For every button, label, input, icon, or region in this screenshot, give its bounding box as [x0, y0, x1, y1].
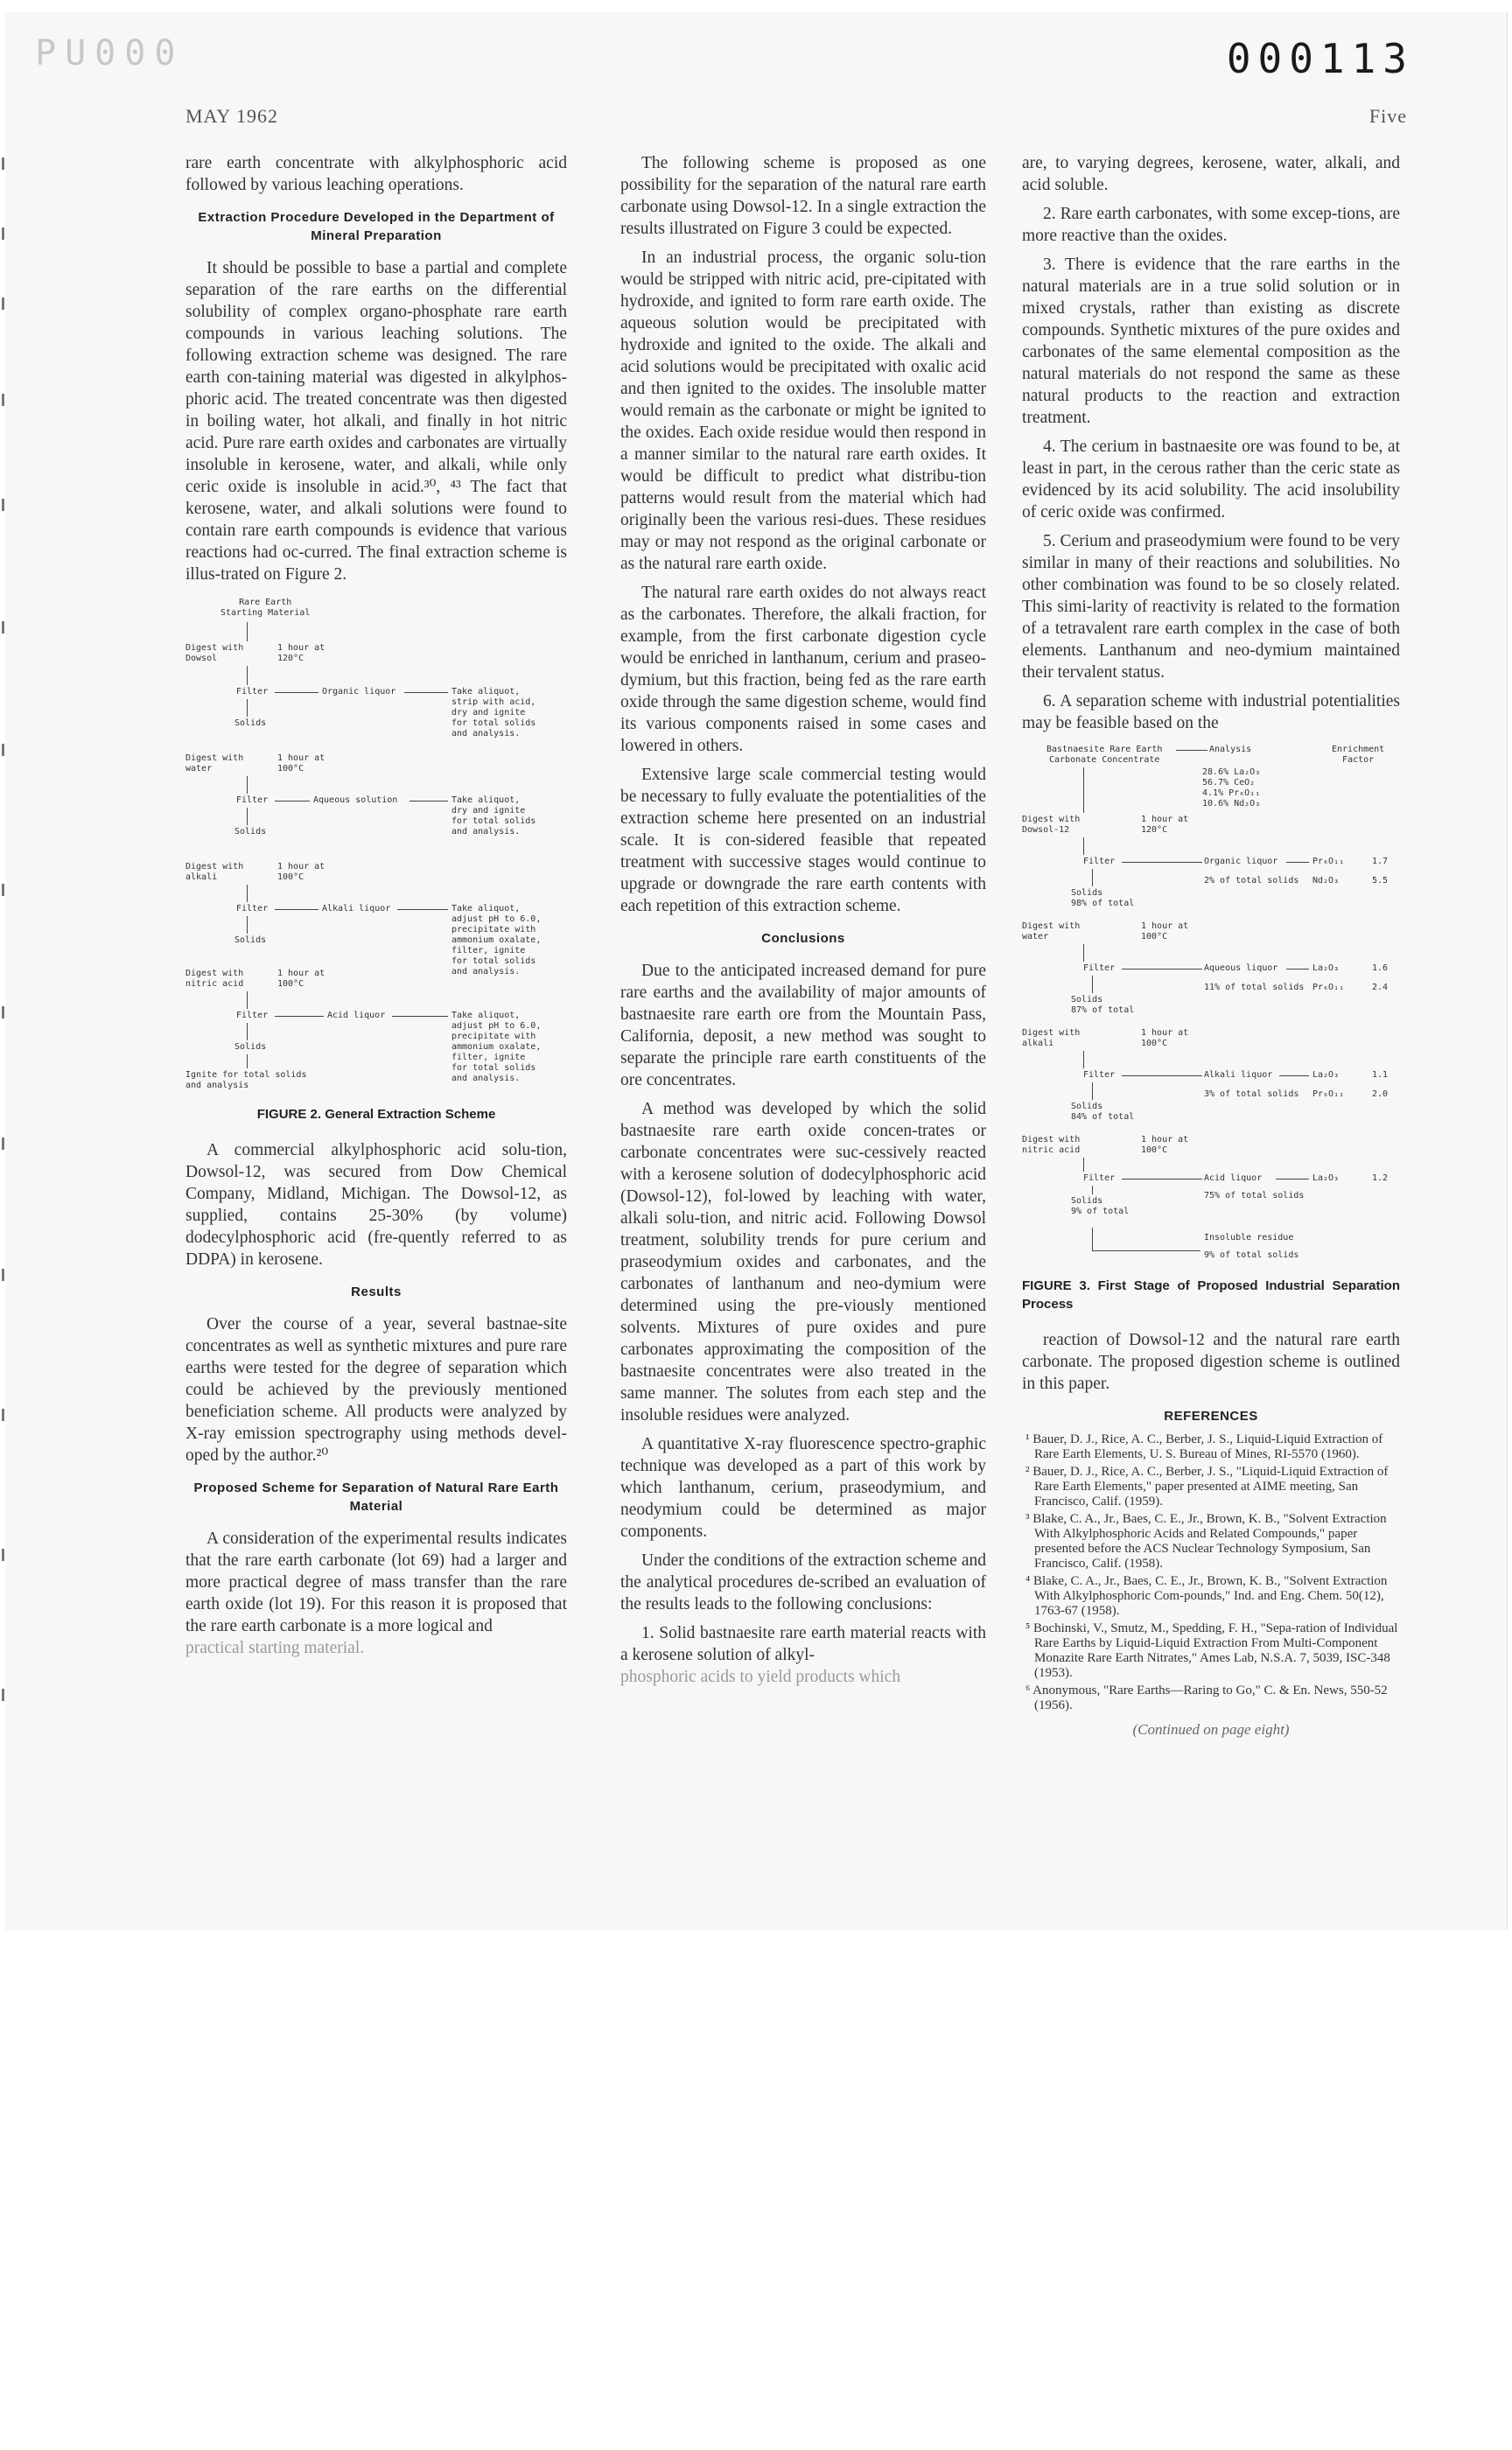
- fig-filter-label: Filter: [1083, 857, 1116, 866]
- fig-enrich-element: La₂O₃: [1312, 1173, 1340, 1183]
- fig-aliquot-text: Take aliquot, dry and ignite for total solids and analysis.: [452, 795, 536, 836]
- connector: [275, 692, 318, 693]
- figure-3-flowchart: [1022, 741, 1400, 1231]
- fig-enrich-element: La₂O₃: [1312, 963, 1340, 973]
- fig-liquor-label: Acid liquor: [1204, 1173, 1263, 1183]
- paragraph: 2. Rare earth carbonates, with some excep-tions, are more reactive than the oxides.: [1022, 205, 1400, 245]
- connector: [275, 801, 310, 802]
- fig-start-label: Bastnaesite Rare Earth Carbonate Concentrate: [1046, 745, 1163, 765]
- section-heading: Extraction Procedure Developed in the Department of Mineral Preparation: [198, 210, 555, 243]
- connector: [1176, 750, 1208, 751]
- fig-total-solids: 3% of total solids: [1204, 1089, 1299, 1099]
- fig-solids-label: Solids 9% of total: [1071, 1196, 1130, 1216]
- connector: [275, 909, 318, 910]
- paragraph: Over the course of a year, several bastnae-site concentrates as well as synthetic mixtures and pure rare earths were tested for the degree of separation which could be achieved by the previously mentioned beneficiation scheme. All products were analyzed by X-ray emission spectrography using methods devel-oped by the author.²⁰: [186, 1315, 567, 1465]
- connector: [247, 991, 248, 1009]
- paragraph: A quantitative X-ray fluorescence spectro-graphic technique was developed as a part of this work by which lanthanum, cerium, praseodymium, and neodymium could be determined as major components.: [620, 1435, 986, 1541]
- paragraph: The following scheme is proposed as one possibility for the separation of the natural rare earth carbonate using Dowsol-12. In a single extraction the results illustrated on Figure 3 could be expected.: [620, 154, 986, 238]
- fig-enrich-element: Pr₆O₁₁: [1312, 857, 1345, 866]
- connector: [1092, 976, 1093, 993]
- connector: [275, 1016, 324, 1017]
- connector: [247, 885, 248, 902]
- fig-liquor-label: Acid liquor: [327, 1011, 386, 1020]
- fig-enrich-value: 5.5: [1372, 876, 1389, 886]
- paragraph: 1. Solid bastnaesite rare earth material reacts with a kerosene solution of alkyl-: [620, 1624, 986, 1664]
- connector: [1122, 969, 1202, 970]
- paragraph: The natural rare earth oxides do not always react as the carbonates. Therefore, the alkali fraction, for example, from the first carbonate digestion cycle would be enriched in lanthanum, cerium and praseo-dymium, but this fraction, being fed as the rare earth oxide through the same digestion scheme, would find its various components raised in some cases and lowered in others.: [620, 584, 986, 755]
- fig-step-label: Digest with water: [1022, 921, 1081, 942]
- paragraph: Under the conditions of the extraction scheme and the analytical procedures de-scribed an evaluation of the results leads to the following conclusions:: [620, 1551, 986, 1614]
- fig-liquor-label: Alkali liquor: [322, 904, 391, 914]
- section-heading: Results: [351, 1284, 402, 1299]
- fig-enrich-value: 1.1: [1372, 1070, 1389, 1080]
- connector: [1083, 1158, 1084, 1172]
- section-heading: Conclusions: [761, 931, 845, 946]
- fig-solids-label: Solids 84% of total: [1071, 1102, 1135, 1122]
- connector: [1083, 837, 1084, 855]
- document-number: 000113: [1226, 35, 1414, 82]
- fig-step-time: 1 hour at 100°C: [1141, 1135, 1189, 1155]
- reference-item: ¹ Bauer, D. J., Rice, A. C., Berber, J. S., Liquid-Liquid Extraction of Rare Earth Elements, U. S. Bureau of Mines, RI-5570 (1960).: [1026, 1432, 1383, 1461]
- figure-2-flowchart: [186, 598, 567, 1096]
- fig-filter-label: Filter: [236, 795, 269, 805]
- paragraph: 3. There is evidence that the rare earths in the natural materials are in a true solid solution or in mixed crystals, rather than existing as discrete compounds. Synthetic mixtures of the pure oxides and carbonates of the same elemental composition as the natural materials do not respond the same as these natural products to the reaction and extraction treatment.: [1022, 256, 1400, 427]
- fig-solids-label: Solids 87% of total: [1071, 995, 1135, 1015]
- fig-step-time: 1 hour at 100°C: [277, 969, 326, 989]
- fig-liquor-label: Aqueous solution: [313, 795, 398, 805]
- connector: [410, 801, 448, 802]
- connector: [392, 1016, 448, 1017]
- fig-step-time: 1 hour at 100°C: [1141, 1028, 1189, 1048]
- connector: [1083, 1051, 1084, 1068]
- connector: [1122, 862, 1202, 863]
- fig-step-label: Digest with nitric acid: [186, 969, 244, 989]
- references-list: [1022, 1432, 1400, 1713]
- column-3: [1022, 152, 1400, 1740]
- fig-end-label: Ignite for total solids and analysis: [186, 1070, 307, 1090]
- paragraph: A method was developed by which the solid bastnaesite rare earth oxide concen-trates or carbonate concentrates were suc-cessively reacted with a kerosene solution of dodecylphosphoric acid (Dowsol-12), fol-lowed by leaching with water, alkali solu-tion, and nitric acid. Following Dowsol treatment, solubility trends for pure cerium and praseodymium oxides and carbonates, and the carbonates of lanthanum and neo-dymium were determined using the pre-viously mentioned solvents. Mixtures of pure oxides and pure carbonates approximating the composition of the bastnaesite concentrates were also treated in the same manner. The solutes from each step and the insoluble residues were analyzed.: [620, 1100, 986, 1424]
- connector: [1279, 1075, 1309, 1076]
- paragraph: 6. A separation scheme with industrial potentialities may be feasible based on the: [1022, 692, 1400, 732]
- connector: [247, 776, 248, 794]
- column-1: [186, 152, 567, 1666]
- fig-filter-label: Filter: [236, 904, 269, 914]
- connector: [1092, 1228, 1093, 1250]
- fig-total-solids: 9% of total solids: [1204, 1250, 1299, 1260]
- connector: [1122, 1075, 1202, 1076]
- fig-enrich-value: 1.2: [1372, 1173, 1389, 1183]
- header-page-number: Five: [1368, 105, 1407, 127]
- paragraph: reaction of Dowsol-12 and the natural rare earth carbonate. The proposed digestion scheme is outlined in this paper.: [1022, 1331, 1400, 1393]
- connector: [247, 1023, 248, 1040]
- fig-enrich-element: Pr₆O₁₁: [1312, 1089, 1345, 1099]
- fig-composition: 28.6% La₂O₃ 56.7% CeO₂ 4.1% Pr₆O₁₁ 10.6% Nd₂O₃: [1202, 767, 1261, 808]
- fig-total-solids: 75% of total solids: [1204, 1191, 1305, 1200]
- fig-step-time: 1 hour at 100°C: [277, 862, 326, 882]
- fig-step-time: 1 hour at 100°C: [1141, 921, 1189, 942]
- paragraph: A consideration of the experimental results indicates that the rare earth carbonate (lot 69) had a larger and more practical degree of mass transfer than the rare earth oxide (lot 19). For this reason it is proposed that the rare earth carbonate is a more logical and: [186, 1530, 567, 1635]
- paragraph: In an industrial process, the organic solu-tion would be stripped with nitric acid, pre-cipitated with hydroxide, and ignited to form rare earth oxide. The aqueous solution would be precipitated with hydroxide and ignited to the oxide. The alkali and acid solutions would be precipitated with oxalic acid and then ignited to the oxides. The insoluble matter would remain as the carbonate or might be ignited to the oxides. Each oxide residue would then respond in a manner similar to the natural rare earth oxides. It would be difficult to predict what distribu-tion patterns would result from the material which had originally been the various resi-dues. These residues may or may not respond as the original carbonate or as the natural rare earth oxide.: [620, 248, 986, 573]
- paragraph: Due to the anticipated increased demand for pure rare earths and the availability of major amounts of bastnaesite rare earth ore from the Mountain Pass, California, deposit, a new method was sought to separate the principle rare earth constituents of the ore concentrates.: [620, 962, 986, 1089]
- connector: [247, 808, 248, 825]
- fig-solids-label: Solids 98% of total: [1071, 888, 1135, 908]
- fig-start-label: Rare Earth Starting Material: [220, 598, 311, 618]
- fig-step-label: Digest with Dowsol: [186, 643, 244, 663]
- fig-enrich-value: 2.0: [1372, 1089, 1389, 1099]
- fig-step-label: Digest with Dowsol-12: [1022, 815, 1081, 835]
- connector: [397, 909, 448, 910]
- fig-liquor-label: Organic liquor: [322, 687, 396, 696]
- reference-item: ² Bauer, D. J., Rice, A. C., Berber, J. S., "Liquid-Liquid Extraction of Rare Earth Elements," paper presented at AIME meeting, San Francisco, Calif. (1959).: [1026, 1465, 1389, 1508]
- connector: [1092, 1082, 1093, 1100]
- binding-marks: [0, 131, 12, 1794]
- fig-step-label: Digest with alkali: [1022, 1028, 1081, 1048]
- fig-liquor-label: Organic liquor: [1204, 857, 1278, 866]
- connector: [1122, 1179, 1202, 1180]
- faint-stamp: PU000: [35, 33, 185, 74]
- connector: [404, 692, 448, 693]
- fig-enrich-element: Pr₆O₁₁: [1312, 983, 1345, 992]
- reference-item: ⁶ Anonymous, "Rare Earths—Raring to Go," C. & En. News, 550-52 (1956).: [1026, 1684, 1388, 1712]
- paragraph: 4. The cerium in bastnaesite ore was found to be, at least in part, in the cerous rather than the ceric state as evidenced by its acid solubility. The acid insolubility of ceric oxide was confirmed.: [1022, 438, 1400, 522]
- connector: [247, 622, 248, 641]
- fig-liquor-label: Aqueous liquor: [1204, 963, 1278, 973]
- fig-enrich-value: 1.6: [1372, 963, 1389, 973]
- figure-2-caption: FIGURE 2. General Extraction Scheme: [256, 1107, 496, 1122]
- blank-area: [0, 1930, 1512, 2450]
- fig-step-label: Digest with water: [186, 753, 244, 774]
- paragraph-faint-line: phosphoric acids to yield products which: [620, 1668, 901, 1686]
- fig-aliquot-text: Take aliquot, strip with acid, dry and ignite for total solids and analysis.: [452, 687, 536, 738]
- fig-solids-label: Solids: [234, 827, 267, 836]
- header-date: MAY 1962: [186, 105, 279, 127]
- column-2: [620, 152, 986, 1695]
- connector: [247, 699, 248, 717]
- figure-3-residue: [1022, 1228, 1400, 1264]
- fig-step-time: 1 hour at 120°C: [1141, 815, 1189, 835]
- fig-filter-label: Filter: [236, 1011, 269, 1020]
- fig-enrich-value: 2.4: [1372, 983, 1389, 992]
- fig-enrich-element: Nd₂O₃: [1312, 876, 1340, 886]
- connector: [1092, 869, 1093, 886]
- paragraph-faint-line: practical starting material.: [186, 1639, 365, 1657]
- connector: [247, 916, 248, 934]
- connector: [247, 666, 248, 685]
- paragraph: Extensive large scale commercial testing would be necessary to fully evaluate the potentialities of the extraction scheme here presented on an industrial scale. It is con-sidered feasible that repeated treatment with successive stages would continue to upgrade or downgrade the rare earth contents with each repetition of this extraction scheme.: [620, 766, 986, 915]
- fig-enrich-value: 1.7: [1372, 857, 1389, 866]
- figure-3-caption: FIGURE 3. First Stage of Proposed Industrial Separation Process: [1022, 1278, 1400, 1312]
- connector: [1092, 1186, 1093, 1194]
- fig-filter-label: Filter: [1083, 1173, 1116, 1183]
- connector: [1092, 1250, 1200, 1251]
- fig-solids-label: Solids: [234, 718, 267, 728]
- reference-item: ⁵ Bochinski, V., Smutz, M., Spedding, F. H., "Sepa-ration of Individual Rare Earths by Liquid-Liquid Extraction From Multi-Component Monazite Rare Earth Nitrates," Ames Lab, N.S.A. 7, 5039, ISC-348 (1953).: [1026, 1621, 1398, 1680]
- fig-step-time: 1 hour at 120°C: [277, 643, 326, 663]
- paragraph: rare earth concentrate with alkylphosphoric acid followed by various leaching operations.: [186, 154, 567, 194]
- connector: [1286, 862, 1309, 863]
- reference-item: ⁴ Blake, C. A., Jr., Baes, C. E., Jr., Brown, K. B., "Solvent Extraction With Alkylphosphoric Com-pounds," Ind. and Eng. Chem. 50(12), 1763-67 (1958).: [1026, 1574, 1388, 1618]
- connector: [1276, 1179, 1309, 1180]
- fig-total-solids: 2% of total solids: [1204, 876, 1299, 886]
- section-heading: Proposed Scheme for Separation of Natural Rare Earth Material: [193, 1480, 559, 1514]
- fig-residue-label: Insoluble residue: [1204, 1233, 1294, 1242]
- paragraph: It should be possible to base a partial and complete separation of the rare earths on the differential solubility of complex organo-phosphate rare earth compounds in various leaching solutions. The following extraction scheme was designed. The rare earth con-taining material was digested in alkylphos-phoric acid. The treated concentrate was then digested in boiling water, hot alkali, and finally in hot nitric acid. Pure rare earth oxides and carbonates are virtually insoluble in kerosene, water, and alkali, while only ceric oxide is insoluble in acid.³⁰, ⁴³ The fact that kerosene, water, and alkali solutions were found to contain rare earth compounds is evidence that various reactions had oc-curred. The final extraction scheme is illus-trated on Figure 2.: [186, 259, 567, 584]
- fig-aliquot-text: Take aliquot, adjust pH to 6.0, precipitate with ammonium oxalate, filter, ignite for total solids and analysis.: [452, 904, 542, 976]
- fig-step-time: 1 hour at 100°C: [277, 753, 326, 774]
- references-heading: REFERENCES: [1164, 1409, 1258, 1424]
- paragraph: A commercial alkylphosphoric acid solu-tion, Dowsol-12, was secured from Dow Chemical Company, Midland, Michigan. The Dowsol-12, as supplied, contains 25-30% (by volume) dodecylphosphoric acid (fre-quently referred to as DDPA) in kerosene.: [186, 1141, 567, 1269]
- fig-aliquot-text: Take aliquot, adjust pH to 6.0, precipitate with ammonium oxalate, filter, ignite for total solids and analysis.: [452, 1011, 542, 1083]
- fig-liquor-label: Alkali liquor: [1204, 1070, 1273, 1080]
- fig-solids-label: Solids: [234, 1042, 267, 1052]
- fig-filter-label: Filter: [236, 687, 269, 696]
- fig-step-label: Digest with nitric acid: [1022, 1135, 1081, 1155]
- fig-filter-label: Filter: [1083, 1070, 1116, 1080]
- connector: [247, 1054, 248, 1068]
- connector: [1286, 969, 1309, 970]
- connector: [1083, 767, 1084, 813]
- paragraph: are, to varying degrees, kerosene, water, alkali, and acid soluble.: [1022, 154, 1400, 194]
- fig-solids-label: Solids: [234, 935, 267, 945]
- reference-item: ³ Blake, C. A., Jr., Baes, C. E., Jr., Brown, K. B., "Solvent Extraction With Alkylphosphoric Acids and Related Compounds," paper presented before the ACS Nuclear Technology Symposium, San Francisco, Calif. (1958).: [1026, 1512, 1387, 1571]
- fig-total-solids: 11% of total solids: [1204, 983, 1305, 992]
- paragraph: 5. Cerium and praseodymium were found to be very similar in many of their reactions and solubilities. No other combination was found to be so closely related. This simi-larity of reactivity is related to the formation of a tetravalent rare earth complex in the case of both elements. Lanthanum and neo-dymium maintained their tervalent status.: [1022, 532, 1400, 682]
- fig-step-label: Digest with alkali: [186, 862, 244, 882]
- fig-enrich-element: La₂O₃: [1312, 1070, 1340, 1080]
- continued-note: (Continued on page eight): [1132, 1721, 1290, 1738]
- fig-analysis-label: Analysis: [1209, 745, 1252, 754]
- fig-enrichment-header: Enrichment Factor: [1332, 745, 1385, 765]
- connector: [1083, 944, 1084, 962]
- fig-filter-label: Filter: [1083, 963, 1116, 973]
